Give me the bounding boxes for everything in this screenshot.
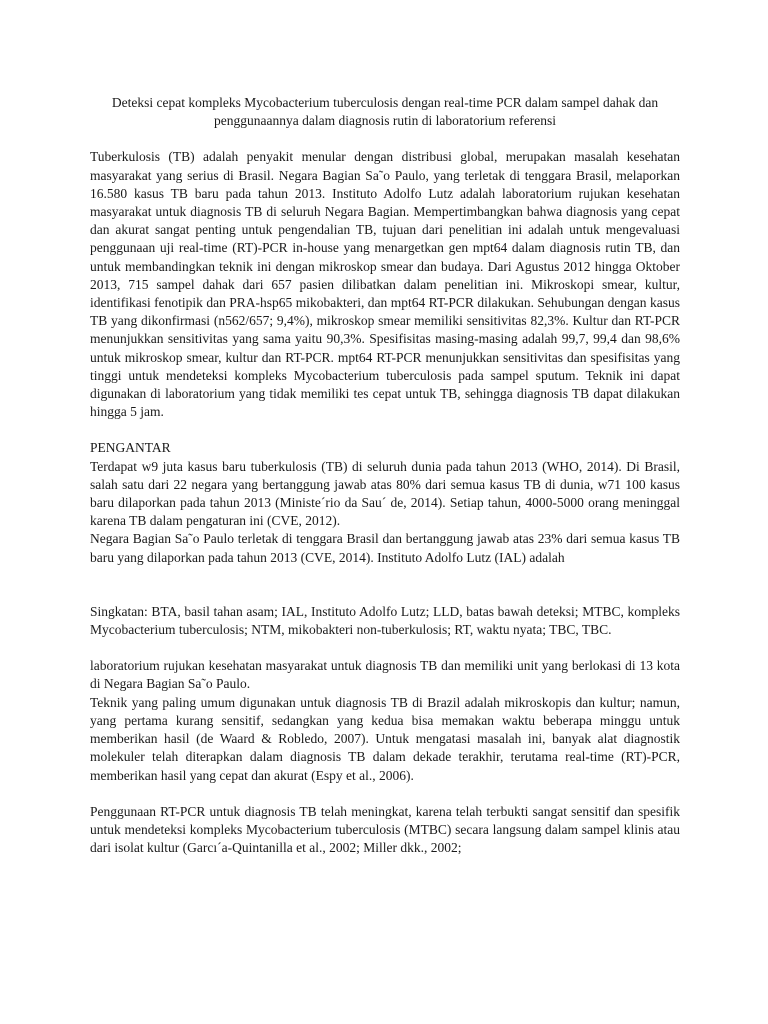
document-page <box>90 94 680 857</box>
intro-paragraph-1: Terdapat w9 juta kasus baru tuberkulosis (TB) di seluruh dunia pada tahun 2013 (WHO, 2014). Di Brasil, salah satu dari 22 negara yang bertanggung jawab atas 80% dari semua kasus TB di dunia, w71 100 kasus baru dilaporkan pada tahun 2013 (Ministe´rio da Sau´ de, 2014). Setiap tahun, 4000-5000 orang meninggal karena TB dalam pengaturan ini (CVE, 2012). <box>90 458 680 529</box>
body-paragraph-3: Penggunaan RT-PCR untuk diagnosis TB telah meningkat, karena telah terbukti sangat sensitif dan spesifik untuk mendeteksi kompleks Mycobacterium tuberculosis (MTBC) secara langsung dalam sampel klinis atau dari isolat kultur (Garcı´a-Quintanilla et al., 2002; Miller dkk., 2002; <box>90 803 680 856</box>
abstract-paragraph: Tuberkulosis (TB) adalah penyakit menular dengan distribusi global, merupakan masalah kesehatan masyarakat yang serius di Brasil. Negara Bagian Sa˜o Paulo, yang terletak di tenggara Brasil, melaporkan 16.580 kasus TB baru pada tahun 2013. Instituto Adolfo Lutz adalah laboratorium rujukan kesehatan masyarakat untuk diagnosis TB di seluruh Negara Bagian. Mempertimbangkan bahwa diagnosis yang cepat dan akurat sangat penting untuk pengendalian TB, tujuan dari penelitian ini adalah untuk mengevaluasi penggunaan uji real-time (RT)-PCR in-house yang menargetkan gen mpt64 dalam diagnosis rutin TB, dan untuk membandingkan teknik ini dengan mikroskop smear dan budaya. Dari Agustus 2012 hingga Oktober 2013, 715 sampel dahak dari 657 pasien dilibatkan dalam penelitian ini. Mikroskopi smear, kultur, identifikasi fenotipik dan PRA-hsp65 mikobakteri, dan mpt64 RT-PCR dilakukan. Sehubungan dengan kasus TB yang dikonfirmasi (n562/657; 9,4%), mikroskop smear memiliki sensitivitas 82,3%. Kultur dan RT-PCR menunjukkan sensitivitas yang sama yaitu 90,3%. Spesifisitas masing-masing adalah 99,7, 99,4 dan 98,6% untuk mikroskop smear, kultur dan RT-PCR. mpt64 RT-PCR menunjukkan sensitivitas dan spesifisitas yang tinggi untuk mendeteksi kompleks Mycobacterium tuberculosis pada sampel sputum. Teknik ini dapat digunakan di laboratorium yang tidak memiliki tes cepat untuk TB, sehingga diagnosis TB dapat dilakukan hingga 5 jam. <box>90 149 680 420</box>
section-spacer <box>90 567 680 603</box>
body-paragraph-1: laboratorium rujukan kesehatan masyarakat untuk diagnosis TB dan memiliki unit yang berlokasi di 13 kota di Negara Bagian Sa˜o Paulo. <box>90 658 680 692</box>
section-heading-introduction: PENGANTAR <box>90 440 171 456</box>
paragraph-gap <box>90 785 680 803</box>
intro-paragraph-2: Negara Bagian Sa˜o Paulo terletak di tenggara Brasil dan bertanggung jawab atas 23% dari semua kasus TB baru yang dilaporkan pada tahun 2013 (CVE, 2014). Instituto Adolfo Lutz (IAL) adalah <box>90 531 680 565</box>
document-title: Deteksi cepat kompleks Mycobacterium tuberculosis dengan real-time PCR dalam sampel dahak dan penggunaannya dalam diagnosis rutin di laboratorium referensi <box>111 95 659 129</box>
abbreviations-footnote: Singkatan: BTA, basil tahan asam; IAL, Instituto Adolfo Lutz; LLD, batas bawah deteksi; MTBC, kompleks Mycobacterium tuberculosis; NTM, mikobakteri non-tuberkulosis; RT, waktu nyata; TBC, TBC. <box>90 603 680 638</box>
paragraph-gap <box>90 639 680 657</box>
body-paragraph-2: Teknik yang paling umum digunakan untuk diagnosis TB di Brazil adalah mikroskopis dan kultur; namun, yang pertama kurang sensitif, sedangkan yang kedua bisa memakan waktu beberapa minggu untuk memberikan hasil (de Waard & Robledo, 2007). Untuk mengatasi masalah ini, banyak alat diagnostik molekuler telah diterapkan dalam diagnosis TB dalam dekade terakhir, terutama real-time (RT)-PCR, memberikan hasil yang cepat dan akurat (Espy et al., 2006). <box>90 694 680 783</box>
